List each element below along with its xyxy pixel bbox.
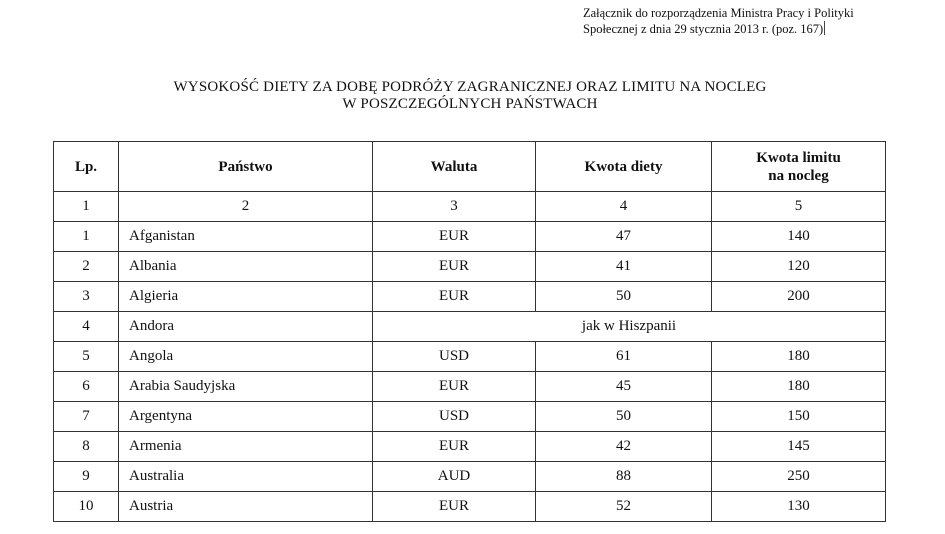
title-line-2: W POSZCZEGÓLNYCH PAŃSTWACH bbox=[342, 96, 598, 112]
currency-cell: EUR bbox=[373, 222, 536, 252]
column-number: 5 bbox=[712, 192, 886, 222]
diet-amount-cell: 41 bbox=[536, 252, 712, 282]
lodging-limit-cell: 145 bbox=[712, 432, 886, 462]
document-title bbox=[0, 79, 940, 113]
annex-note bbox=[583, 5, 854, 37]
diet-amount-cell: 42 bbox=[536, 432, 712, 462]
row-number-cell: 8 bbox=[54, 432, 119, 462]
currency-cell: EUR bbox=[373, 252, 536, 282]
annex-line-1: Załącznik do rozporządzenia Ministra Pracy i Polityki bbox=[583, 6, 854, 20]
note-cell: jak w Hiszpanii bbox=[373, 312, 886, 342]
country-cell: Albania bbox=[119, 252, 373, 282]
diet-amount-cell: 88 bbox=[536, 462, 712, 492]
currency-cell: USD bbox=[373, 342, 536, 372]
table-row bbox=[54, 492, 886, 522]
header-row bbox=[54, 142, 886, 192]
row-number-cell: 1 bbox=[54, 222, 119, 252]
country-cell: Angola bbox=[119, 342, 373, 372]
lodging-limit-cell: 130 bbox=[712, 492, 886, 522]
currency-cell: AUD bbox=[373, 462, 536, 492]
diet-amount-cell: 45 bbox=[536, 372, 712, 402]
row-number-cell: 6 bbox=[54, 372, 119, 402]
text-cursor bbox=[824, 21, 825, 35]
currency-cell: USD bbox=[373, 402, 536, 432]
column-number: 4 bbox=[536, 192, 712, 222]
country-cell: Argentyna bbox=[119, 402, 373, 432]
table-row bbox=[54, 342, 886, 372]
currency-cell: EUR bbox=[373, 372, 536, 402]
currency-cell: EUR bbox=[373, 282, 536, 312]
annex-line-2-text: Społecznej z dnia 29 stycznia 2013 r. (poz. 167) bbox=[583, 22, 824, 36]
header-country: Państwo bbox=[119, 142, 373, 192]
country-cell: Austria bbox=[119, 492, 373, 522]
table-row bbox=[54, 372, 886, 402]
table-row bbox=[54, 312, 886, 342]
table-row bbox=[54, 222, 886, 252]
diet-amount-cell: 52 bbox=[536, 492, 712, 522]
allowance-table bbox=[53, 141, 886, 522]
table-row bbox=[54, 462, 886, 492]
column-number: 1 bbox=[54, 192, 119, 222]
country-cell: Arabia Saudyjska bbox=[119, 372, 373, 402]
lodging-limit-cell: 150 bbox=[712, 402, 886, 432]
table-row bbox=[54, 432, 886, 462]
row-number-cell: 10 bbox=[54, 492, 119, 522]
header-diet-amount: Kwota diety bbox=[536, 142, 712, 192]
row-number-cell: 3 bbox=[54, 282, 119, 312]
header-lodging-limit-line-2: na nocleg bbox=[768, 167, 829, 184]
country-cell: Australia bbox=[119, 462, 373, 492]
currency-cell: EUR bbox=[373, 432, 536, 462]
lodging-limit-cell: 120 bbox=[712, 252, 886, 282]
row-number-cell: 2 bbox=[54, 252, 119, 282]
currency-cell: EUR bbox=[373, 492, 536, 522]
diet-amount-cell: 47 bbox=[536, 222, 712, 252]
country-cell: Afganistan bbox=[119, 222, 373, 252]
header-lodging-limit bbox=[712, 142, 886, 192]
header-lodging-limit-line-1: Kwota limitu bbox=[756, 149, 841, 166]
header-currency: Waluta bbox=[373, 142, 536, 192]
row-number-cell: 4 bbox=[54, 312, 119, 342]
title-line-1: WYSOKOŚĆ DIETY ZA DOBĘ PODRÓŻY ZAGRANICZNEJ ORAZ LIMITU NA NOCLEG bbox=[173, 79, 767, 95]
country-cell: Andora bbox=[119, 312, 373, 342]
row-number-cell: 7 bbox=[54, 402, 119, 432]
column-number-row bbox=[54, 192, 886, 222]
diet-amount-cell: 50 bbox=[536, 282, 712, 312]
row-number-cell: 5 bbox=[54, 342, 119, 372]
lodging-limit-cell: 250 bbox=[712, 462, 886, 492]
diet-amount-cell: 50 bbox=[536, 402, 712, 432]
annex-line-2 bbox=[583, 21, 854, 37]
country-cell: Algieria bbox=[119, 282, 373, 312]
lodging-limit-cell: 180 bbox=[712, 342, 886, 372]
column-number: 3 bbox=[373, 192, 536, 222]
table-body bbox=[54, 192, 886, 522]
table-row bbox=[54, 402, 886, 432]
diet-amount-cell: 61 bbox=[536, 342, 712, 372]
header-lp: Lp. bbox=[54, 142, 119, 192]
lodging-limit-cell: 140 bbox=[712, 222, 886, 252]
country-cell: Armenia bbox=[119, 432, 373, 462]
column-number: 2 bbox=[119, 192, 373, 222]
table-row bbox=[54, 252, 886, 282]
table-row bbox=[54, 282, 886, 312]
lodging-limit-cell: 200 bbox=[712, 282, 886, 312]
row-number-cell: 9 bbox=[54, 462, 119, 492]
lodging-limit-cell: 180 bbox=[712, 372, 886, 402]
